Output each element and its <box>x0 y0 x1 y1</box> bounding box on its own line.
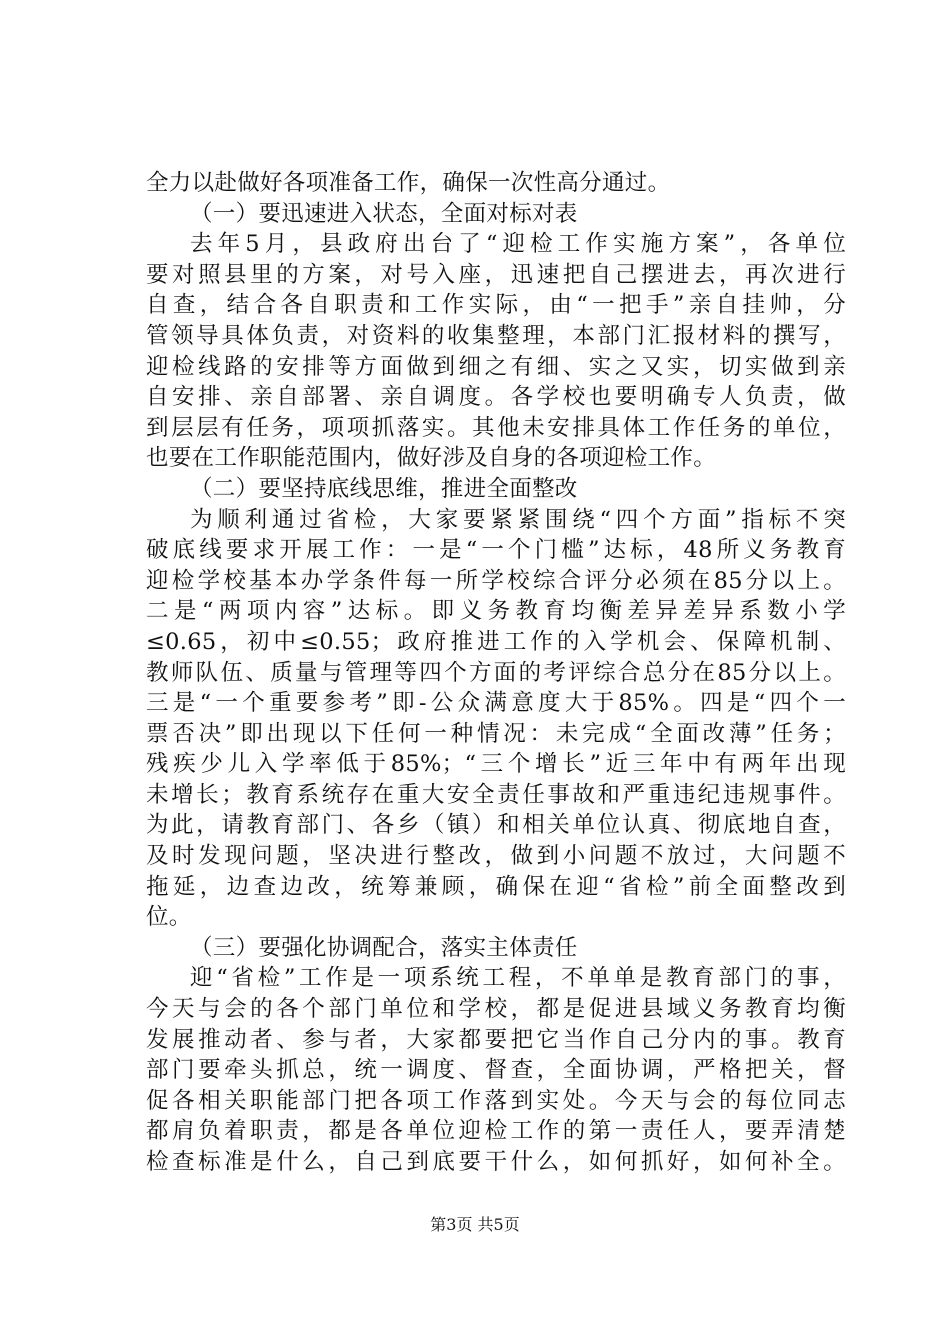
text-line: 为此，请教育部门、各乡（镇）和相关单位认真、彻底地自查， <box>146 812 846 839</box>
document-body <box>146 168 846 1178</box>
text-line: 促各相关职能部门把各项工作落到实处。今天与会的每位同志 <box>146 1087 846 1114</box>
text-line: 检查标准是什么，自己到底要干什么，如何抓好，如何补全。 <box>146 1149 846 1175</box>
text-line: 拖延，边查边改，统筹兼顾，确保在迎“省检”前全面整改到 <box>146 873 846 900</box>
page-footer: 第3页 共5页 <box>430 1215 520 1234</box>
text-line: 三是“一个重要参考”即-公众满意度大于85%。四是“四个一 <box>146 690 846 717</box>
text-line: 自安排、亲自部署、亲自调度。各学校也要明确专人负责，做 <box>146 384 846 411</box>
text-line: 残疾少儿入学率低于85%；“三个增长”近三年中有两年出现 <box>146 751 846 778</box>
text-line: （二）要坚持底线思维，推进全面整改 <box>190 475 578 502</box>
text-line: （三）要强化协调配合，落实主体责任 <box>190 934 578 961</box>
text-line: 发展推动者、参与者，大家都要把它当作自己分内的事。教育 <box>146 1026 846 1053</box>
text-line: 票否决”即出现以下任何一种情况：未完成“全面改薄”任务； <box>146 720 846 747</box>
text-line: 未增长；教育系统存在重大安全责任事故和严重违纪违规事件。 <box>146 781 846 808</box>
text-line: 到层层有任务，项项抓落实。其他未安排具体工作任务的单位， <box>146 414 846 441</box>
text-line: 管领导具体负责，对资料的收集整理，本部门汇报材料的撰写， <box>146 322 846 349</box>
text-line: 都肩负着职责，都是各单位迎检工作的第一责任人，要弄清楚 <box>146 1118 846 1145</box>
text-line: （一）要迅速进入状态，全面对标对表 <box>190 200 578 227</box>
text-line: 自查，结合各自职责和工作实际，由“一把手”亲自挂帅，分 <box>146 292 846 319</box>
text-line: 位。 <box>146 904 192 931</box>
text-line: 迎检学校基本办学条件每一所学校综合评分必须在85分以上。 <box>146 567 846 594</box>
text-line: 破底线要求开展工作：一是“一个门槛”达标，48所义务教育 <box>146 537 846 564</box>
text-line: 迎检线路的安排等方面做到细之有细、实之又实，切实做到亲 <box>146 353 846 380</box>
text-line: 二是“两项内容”达标。即义务教育均衡差异差异系数小学 <box>146 598 846 625</box>
text-line: 迎“省检”工作是一项系统工程，不单单是教育部门的事， <box>190 965 846 992</box>
text-line: 教师队伍、质量与管理等四个方面的考评综合总分在85分以上。 <box>146 659 846 686</box>
text-line: 及时发现问题，坚决进行整改，做到小问题不放过，大问题不 <box>146 843 846 870</box>
text-line: 部门要牵头抓总，统一调度、督查，全面协调，严格把关，督 <box>146 1057 846 1084</box>
text-line: 要对照县里的方案，对号入座，迅速把自己摆进去，再次进行 <box>146 261 846 288</box>
text-line: 全力以赴做好各项准备工作，确保一次性高分通过。 <box>146 170 671 196</box>
text-line: 也要在工作职能范围内，做好涉及自身的各项迎检工作。 <box>146 445 717 472</box>
text-line: 为顺利通过省检，大家要紧紧围绕“四个方面”指标不突 <box>190 506 846 533</box>
text-line: ≤0.65，初中≤0.55；政府推进工作的入学机会、保障机制、 <box>146 628 846 655</box>
text-line: 今天与会的各个部门单位和学校，都是促进县域义务教育均衡 <box>146 996 846 1023</box>
text-line: 去年5月，县政府出台了“迎检工作实施方案”，各单位 <box>190 231 846 258</box>
